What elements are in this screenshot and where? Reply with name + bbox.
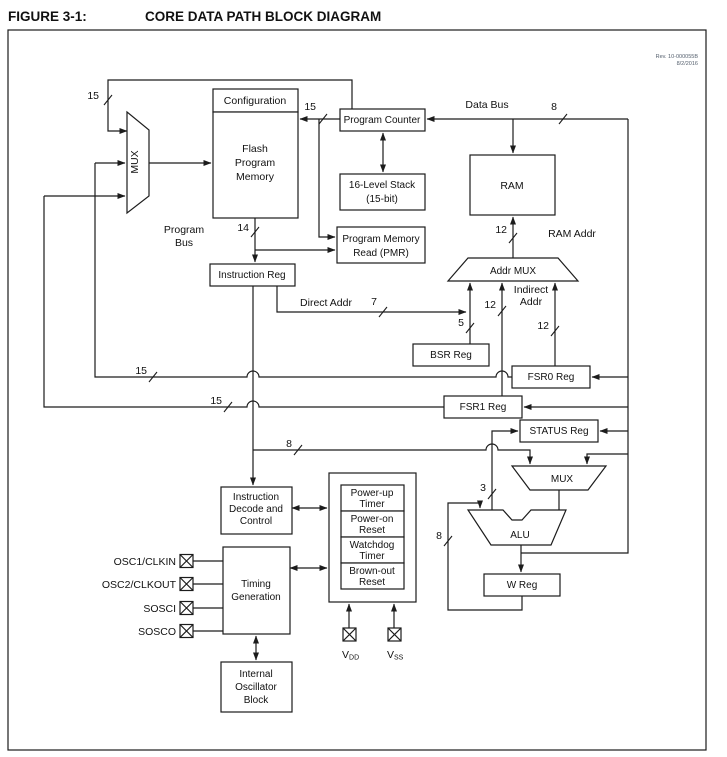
label-ram-addr: RAM Addr <box>548 228 596 240</box>
width-8-databus: 8 <box>551 101 557 113</box>
decode-label-2: Decode and <box>229 504 283 515</box>
power-on-reset-label-2: Reset <box>358 525 386 536</box>
width-3-status: 3 <box>480 482 486 494</box>
flash-label-2: Program <box>234 157 276 169</box>
width-15-line2: 15 <box>210 395 222 407</box>
fsr1-reg-label: FSR1 Reg <box>459 402 507 413</box>
pin-osc1 <box>114 555 193 569</box>
label-program-bus-1: Program <box>163 224 205 236</box>
width-12-fsr0: 12 <box>537 320 549 332</box>
revision-number: Rev. 10-000055B <box>655 54 698 60</box>
alu-input-mux-label: MUX <box>550 474 574 485</box>
instruction-reg-label: Instruction Reg <box>218 270 286 281</box>
configuration-label: Configuration <box>223 95 287 107</box>
intosc-label-2: Oscillator <box>235 682 277 693</box>
program-counter-label: Program Counter <box>343 115 421 126</box>
flash-label-3: Memory <box>236 171 274 183</box>
width-8-wreg: 8 <box>436 530 442 542</box>
timing-label-1: Timing <box>241 579 271 590</box>
power-on-reset-label-1: Power-on <box>350 514 394 525</box>
watchdog-timer-label-1: Watchdog <box>349 540 395 551</box>
ram-label: RAM <box>500 180 524 192</box>
brown-out-reset-label-1: Brown-out <box>349 566 395 577</box>
intosc-label-3: Block <box>243 695 269 706</box>
pmr-label-1: Program Memory <box>342 234 420 245</box>
label-indirect-addr-2: Addr <box>519 296 543 308</box>
width-14-progbus: 14 <box>237 222 249 234</box>
watchdog-timer-label-2: Timer <box>359 551 385 562</box>
revision-date: 8/2/2016 <box>676 61 698 67</box>
width-8-literal: 8 <box>286 438 292 450</box>
power-up-timer-label-2: Timer <box>359 499 385 510</box>
power-up-timer-label-1: Power-up <box>350 488 394 499</box>
stack-label-2: (15-bit) <box>366 194 398 205</box>
pin-label-vdd: VDD <box>342 649 360 662</box>
figure-title: CORE DATA PATH BLOCK DIAGRAM <box>145 9 382 24</box>
pin-sosci <box>143 602 193 616</box>
pin-label-osc2: OSC2/CLKOUT <box>101 579 176 591</box>
flash-label-1: Flash <box>242 143 268 155</box>
pin-label-osc1: OSC1/CLKIN <box>113 556 176 568</box>
stack-label-1: 16-Level Stack <box>348 180 416 191</box>
width-12-fsr1: 12 <box>484 299 496 311</box>
timing-generation-block <box>223 547 290 634</box>
status-reg-label: STATUS Reg <box>529 426 589 437</box>
pin-label-sosci: SOSCI <box>143 603 176 615</box>
figure-label: FIGURE 3-1: <box>8 9 87 24</box>
label-data-bus: Data Bus <box>465 99 509 111</box>
brown-out-reset-label-2: Reset <box>358 577 386 588</box>
w-reg-label: W Reg <box>506 580 538 591</box>
timing-label-2: Generation <box>231 592 281 603</box>
fsr0-reg-label: FSR0 Reg <box>527 372 575 383</box>
label-direct-addr: Direct Addr <box>300 297 352 309</box>
width-15-pcflash: 15 <box>304 101 316 113</box>
pin-sosco <box>138 625 193 639</box>
label-program-bus-2: Bus <box>174 237 194 249</box>
intosc-label-1: Internal <box>239 669 273 680</box>
width-5-bsr: 5 <box>458 317 464 329</box>
width-15-pcloop: 15 <box>87 90 99 102</box>
label-indirect-addr-1: Indirect <box>513 284 549 296</box>
width-15-line1: 15 <box>135 365 147 377</box>
pin-label-vss: VSS <box>387 649 404 662</box>
pin-label-sosco: SOSCO <box>138 626 176 638</box>
decode-label-1: Instruction <box>232 492 280 503</box>
figure-border <box>8 30 706 750</box>
decode-label-3: Control <box>239 516 273 527</box>
width-7-directaddr: 7 <box>371 296 377 308</box>
bsr-reg-label: BSR Reg <box>430 350 472 361</box>
width-12-ramaddr: 12 <box>495 224 507 236</box>
alu-label: ALU <box>510 530 530 541</box>
addr-mux-label: Addr MUX <box>489 266 537 277</box>
program-address-mux-label: MUX <box>129 150 141 174</box>
pmr-label-2: Read (PMR) <box>353 248 409 259</box>
